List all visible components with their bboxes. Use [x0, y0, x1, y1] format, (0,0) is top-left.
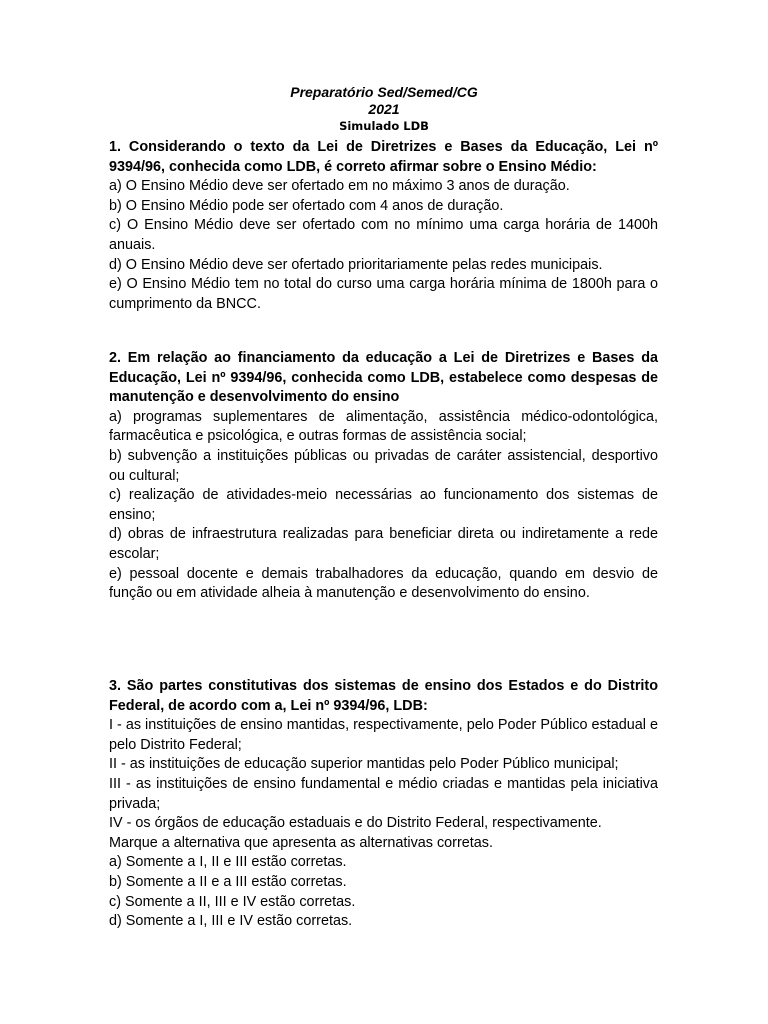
- question-2-option-e: e) pessoal docente e demais trabalhadores da educação, quando em desvio de função ou em atividade alheia à manutenção e desenvolvimento do ensino.: [109, 565, 658, 602]
- document-year: 2021: [368, 101, 400, 117]
- question-2-option-a: a) programas suplementares de alimentação, assistência médico-odontológica, farmacêutica e psicológica, e outras formas de assistência social;: [109, 408, 658, 445]
- question-3-instruction: Marque a alternativa que apresenta as alternativas corretas.: [109, 834, 493, 851]
- question-3-item-ii: II - as instituições de educação superior mantidas pelo Poder Público municipal;: [109, 756, 619, 773]
- question-3-item-i: I - as instituições de ensino mantidas, respectivamente, pelo Poder Público estadual e pelo Distrito Federal;: [109, 717, 658, 753]
- question-2-title: 2. Em relação ao financiamento da educação a Lei de Diretrizes e Bases da Educação, Lei nº 9394/96, conhecida como LDB, estabelece como despesas de manutenção e desenvolvimento do ensino: [109, 350, 658, 406]
- question-2: [109, 349, 658, 604]
- question-1-option-c: c) O Ensino Médio deve ser ofertado com no mínimo uma carga horária de 1400h anuais.: [109, 217, 658, 253]
- question-2-option-d: d) obras de infraestrutura realizadas para beneficiar direta ou indiretamente a rede escolar;: [109, 526, 658, 562]
- question-2-option-b: b) subvenção a instituições públicas ou privadas de caráter assistencial, desportivo ou cultural;: [109, 447, 658, 484]
- document-title: Preparatório Sed/Semed/CG: [290, 84, 478, 100]
- question-1-option-a: a) O Ensino Médio deve ser ofertado em no máximo 3 anos de duração.: [109, 178, 570, 195]
- question-1-option-b: b) O Ensino Médio pode ser ofertado com 4 anos de duração.: [109, 197, 504, 214]
- question-3-option-a: a) Somente a I, II e III estão corretas.: [109, 854, 347, 871]
- question-2-option-c: c) realização de atividades-meio necessárias ao funcionamento dos sistemas de ensino;: [109, 487, 658, 523]
- question-1-option-d: d) O Ensino Médio deve ser ofertado prioritariamente pelas redes municipais.: [109, 256, 603, 273]
- question-3-option-c: c) Somente a II, III e IV estão corretas.: [109, 893, 356, 910]
- question-3-option-d: d) Somente a I, III e IV estão corretas.: [109, 913, 353, 930]
- document-header: [0, 84, 768, 135]
- question-1: [109, 138, 658, 314]
- question-3-option-b: b) Somente a II e a III estão corretas.: [109, 873, 347, 890]
- question-3: [109, 677, 658, 932]
- question-3-item-iv: IV - os órgãos de educação estaduais e do Distrito Federal, respectivamente.: [109, 815, 602, 832]
- question-1-option-e: e) O Ensino Médio tem no total do curso uma carga horária mínima de 1800h para o cumprimento da BNCC.: [109, 276, 658, 312]
- question-3-title: 3. São partes constitutivas dos sistemas de ensino dos Estados e do Distrito Federal, de acordo com a, Lei nº 9394/96, LDB:: [109, 678, 658, 714]
- question-3-item-iii: III - as instituições de ensino fundamental e médio criadas e mantidas pela iniciativa privada;: [109, 775, 658, 812]
- document-subtitle: Simulado LDB: [339, 119, 429, 133]
- question-1-title: 1. Considerando o texto da Lei de Diretrizes e Bases da Educação, Lei nº 9394/96, conhecida como LDB, é correto afirmar sobre o Ensino Médio:: [109, 139, 658, 175]
